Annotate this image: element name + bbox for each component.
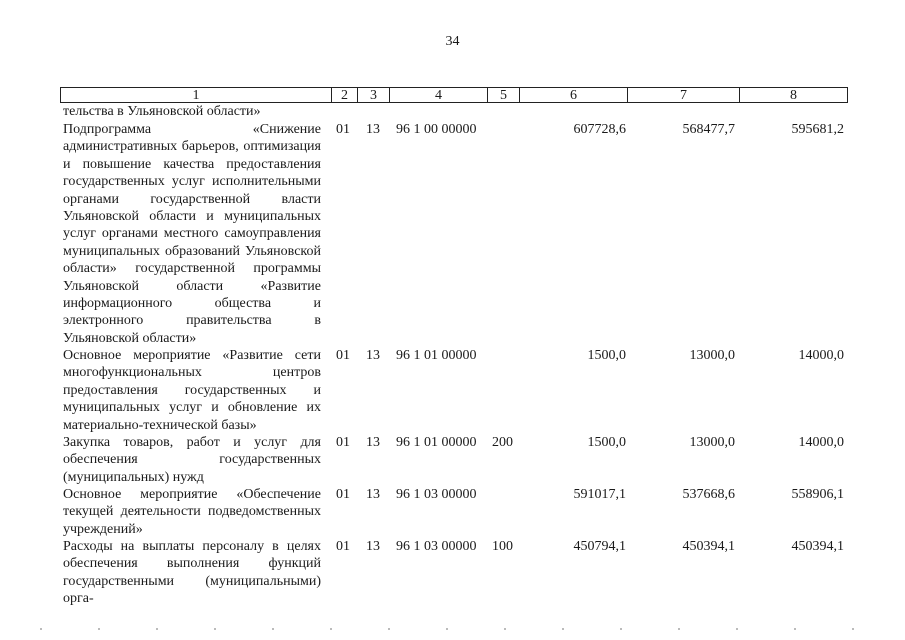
header-col-6: 6 [520,87,628,103]
row-col-8: 595681,2 [791,122,844,137]
row-col-2: 01 [336,539,350,554]
row-col-2: 01 [336,122,350,137]
header-col-5: 5 [488,87,520,103]
header-col-8: 8 [740,87,848,103]
row-col-2: 01 [336,435,350,450]
header-col-4: 4 [390,87,488,103]
row-description: Подпрограмма «Снижение административных барьеров, оптимизация и повышение качества предоставления государственных услуг исполнительными органами государственной власти Ульяновской области и муниципальных услуг органами местного самоуправления муниципальных образований Ульяновской области» государственной программы Ульяновской области «Развитие информационного общества и электронного правительства в Ульяновской области» [63,122,321,346]
row-col-6: 1500,0 [587,435,626,450]
row-col-7: 13000,0 [689,348,735,363]
row-col-7: 537668,6 [682,487,735,502]
row-col-2: 01 [336,348,350,363]
row-col-8: 14000,0 [798,435,844,450]
row-col-4: 96 1 03 00000 [396,487,477,502]
row-col-5: 200 [492,435,513,450]
row-col-8: 14000,0 [798,348,844,363]
continuation-text: тельства в Ульяновской области» [63,104,261,119]
row-col-7: 450394,1 [682,539,735,554]
row-description: Основное мероприятие «Развитие сети многофункциональных центров предоставления государственных и муниципальных услуг и обновление их материально-технической базы» [63,348,321,433]
row-description: Закупка товаров, работ и услуг для обеспечения государственных (муниципальных) нужд [63,435,321,485]
row-col-3: 13 [366,487,380,502]
row-col-7: 568477,7 [682,122,735,137]
row-col-4: 96 1 00 00000 [396,122,477,137]
row-col-3: 13 [366,122,380,137]
row-col-6: 450794,1 [573,539,626,554]
row-col-6: 607728,6 [573,122,626,137]
row-col-8: 450394,1 [791,539,844,554]
header-col-3: 3 [358,87,390,103]
row-col-5: 100 [492,539,513,554]
row-col-6: 591017,1 [573,487,626,502]
header-col-7: 7 [628,87,740,103]
row-col-3: 13 [366,348,380,363]
row-col-4: 96 1 01 00000 [396,348,477,363]
row-description: Расходы на выплаты персоналу в целях обеспечения выполнения функций государственными (муниципальными) орга- [63,539,321,607]
row-description: Основное мероприятие «Обеспечение текущей деятельности подведомственных учреждений» [63,487,321,537]
row-col-3: 13 [366,539,380,554]
row-col-6: 1500,0 [587,348,626,363]
row-col-3: 13 [366,435,380,450]
row-col-4: 96 1 01 00000 [396,435,477,450]
row-col-2: 01 [336,487,350,502]
page-number: 34 [445,34,460,49]
scan-noise [40,628,860,630]
header-col-2: 2 [332,87,358,103]
row-col-7: 13000,0 [689,435,735,450]
row-col-4: 96 1 03 00000 [396,539,477,554]
row-col-8: 558906,1 [791,487,844,502]
header-col-1: 1 [60,87,332,103]
